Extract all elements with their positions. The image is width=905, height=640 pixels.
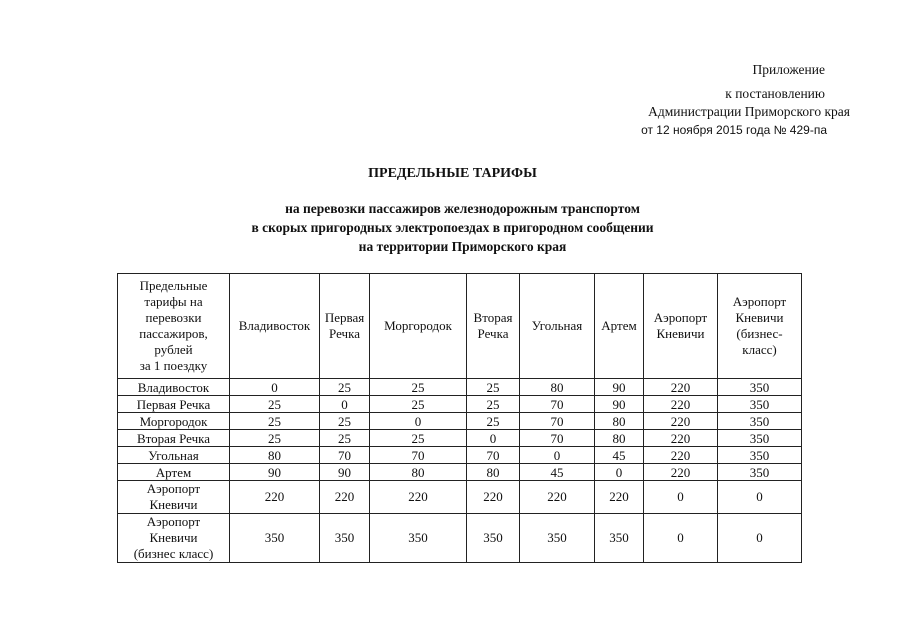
table-cell: 0 <box>718 514 802 563</box>
table-row <box>118 464 802 481</box>
table-cell: 350 <box>520 514 595 563</box>
table-cell: 350 <box>718 447 802 464</box>
table-cell: 220 <box>644 413 718 430</box>
table-cell: 25 <box>230 413 320 430</box>
table-cell: 0 <box>467 430 520 447</box>
table-cell: 90 <box>230 464 320 481</box>
table-cell: 350 <box>230 514 320 563</box>
table-row <box>118 447 802 464</box>
table-cell: 70 <box>370 447 467 464</box>
table-cell: 45 <box>595 447 644 464</box>
row-label: Артем <box>118 464 230 481</box>
table-cell: 220 <box>370 481 467 514</box>
table-row <box>118 413 802 430</box>
table-cell: 80 <box>595 413 644 430</box>
row-label: Угольная <box>118 447 230 464</box>
subtitle-line-3: на территории Приморского края <box>358 239 567 254</box>
table-row <box>118 396 802 413</box>
table-cell: 25 <box>370 379 467 396</box>
table-cell: 25 <box>230 396 320 413</box>
table-cell: 25 <box>467 413 520 430</box>
row-label: Владивосток <box>118 379 230 396</box>
table-cell: 220 <box>644 430 718 447</box>
table-cell: 350 <box>320 514 370 563</box>
document-title: ПРЕДЕЛЬНЫЕ ТАРИФЫ <box>368 166 537 181</box>
tariff-table <box>117 273 802 563</box>
table-cell: 90 <box>320 464 370 481</box>
document-subtitle <box>0 199 905 256</box>
table-cell: 90 <box>595 379 644 396</box>
table-cell: 220 <box>644 464 718 481</box>
table-cell: 0 <box>595 464 644 481</box>
column-header: Артем <box>595 274 644 379</box>
column-header: Вторая Речка <box>467 274 520 379</box>
table-cell: 220 <box>644 379 718 396</box>
column-header: Владивосток <box>230 274 320 379</box>
table-cell: 220 <box>320 481 370 514</box>
table-cell: 220 <box>595 481 644 514</box>
column-header: Аэропорт Кневичи (бизнес- класс) <box>718 274 802 379</box>
column-header: Аэропорт Кневичи <box>644 274 718 379</box>
table-cell: 45 <box>520 464 595 481</box>
table-cell: 350 <box>718 396 802 413</box>
table-cell: 70 <box>520 430 595 447</box>
table-cell: 350 <box>718 464 802 481</box>
table-cell: 220 <box>520 481 595 514</box>
table-row <box>118 481 802 514</box>
table-cell: 90 <box>595 396 644 413</box>
resolution-label: к постановлению <box>725 86 825 101</box>
table-cell: 0 <box>718 481 802 514</box>
table-row <box>118 379 802 396</box>
table-cell: 25 <box>230 430 320 447</box>
table-cell: 70 <box>520 413 595 430</box>
column-header: Моргородок <box>370 274 467 379</box>
table-cell: 25 <box>320 430 370 447</box>
table-cell: 0 <box>370 413 467 430</box>
table-row <box>118 514 802 563</box>
table-header-row <box>118 274 802 379</box>
subtitle-line-1: на перевозки пассажиров железнодорожным транспортом <box>285 201 640 216</box>
subtitle-line-2: в скорых пригородных электропоездах в пригородном сообщении <box>251 220 654 235</box>
document-header <box>610 61 850 139</box>
table-cell: 220 <box>467 481 520 514</box>
column-header: Первая Речка <box>320 274 370 379</box>
date-number-label: от 12 ноября 2015 года № 429-па <box>641 123 827 137</box>
table-cell: 350 <box>718 413 802 430</box>
table-cell: 0 <box>644 481 718 514</box>
table-cell: 25 <box>467 379 520 396</box>
table-cell: 0 <box>230 379 320 396</box>
administration-label: Администрации Приморского края <box>648 104 850 119</box>
table-cell: 70 <box>467 447 520 464</box>
table-cell: 350 <box>595 514 644 563</box>
table-cell: 0 <box>520 447 595 464</box>
table-cell: 350 <box>467 514 520 563</box>
table-cell: 350 <box>718 430 802 447</box>
table-cell: 80 <box>520 379 595 396</box>
table-row <box>118 430 802 447</box>
table-cell: 0 <box>644 514 718 563</box>
table-cell: 220 <box>644 447 718 464</box>
table-cell: 80 <box>370 464 467 481</box>
table-cell: 350 <box>370 514 467 563</box>
row-label: Первая Речка <box>118 396 230 413</box>
corner-header-cell: Предельные тарифы на перевозки пассажиров, рублей за 1 поездку <box>118 274 230 379</box>
row-label: Аэропорт Кневичи (бизнес класс) <box>118 514 230 563</box>
table-cell: 350 <box>718 379 802 396</box>
table-cell: 0 <box>320 396 370 413</box>
table-cell: 80 <box>595 430 644 447</box>
table-cell: 25 <box>467 396 520 413</box>
row-label: Моргородок <box>118 413 230 430</box>
table-cell: 70 <box>520 396 595 413</box>
appendix-label: Приложение <box>752 62 825 77</box>
table-cell: 220 <box>230 481 320 514</box>
table-cell: 25 <box>370 430 467 447</box>
row-label: Вторая Речка <box>118 430 230 447</box>
row-label: Аэропорт Кневичи <box>118 481 230 514</box>
table-cell: 25 <box>320 379 370 396</box>
table-cell: 25 <box>320 413 370 430</box>
table-cell: 80 <box>230 447 320 464</box>
table-cell: 220 <box>644 396 718 413</box>
table-cell: 25 <box>370 396 467 413</box>
table-cell: 70 <box>320 447 370 464</box>
column-header: Угольная <box>520 274 595 379</box>
table-cell: 80 <box>467 464 520 481</box>
